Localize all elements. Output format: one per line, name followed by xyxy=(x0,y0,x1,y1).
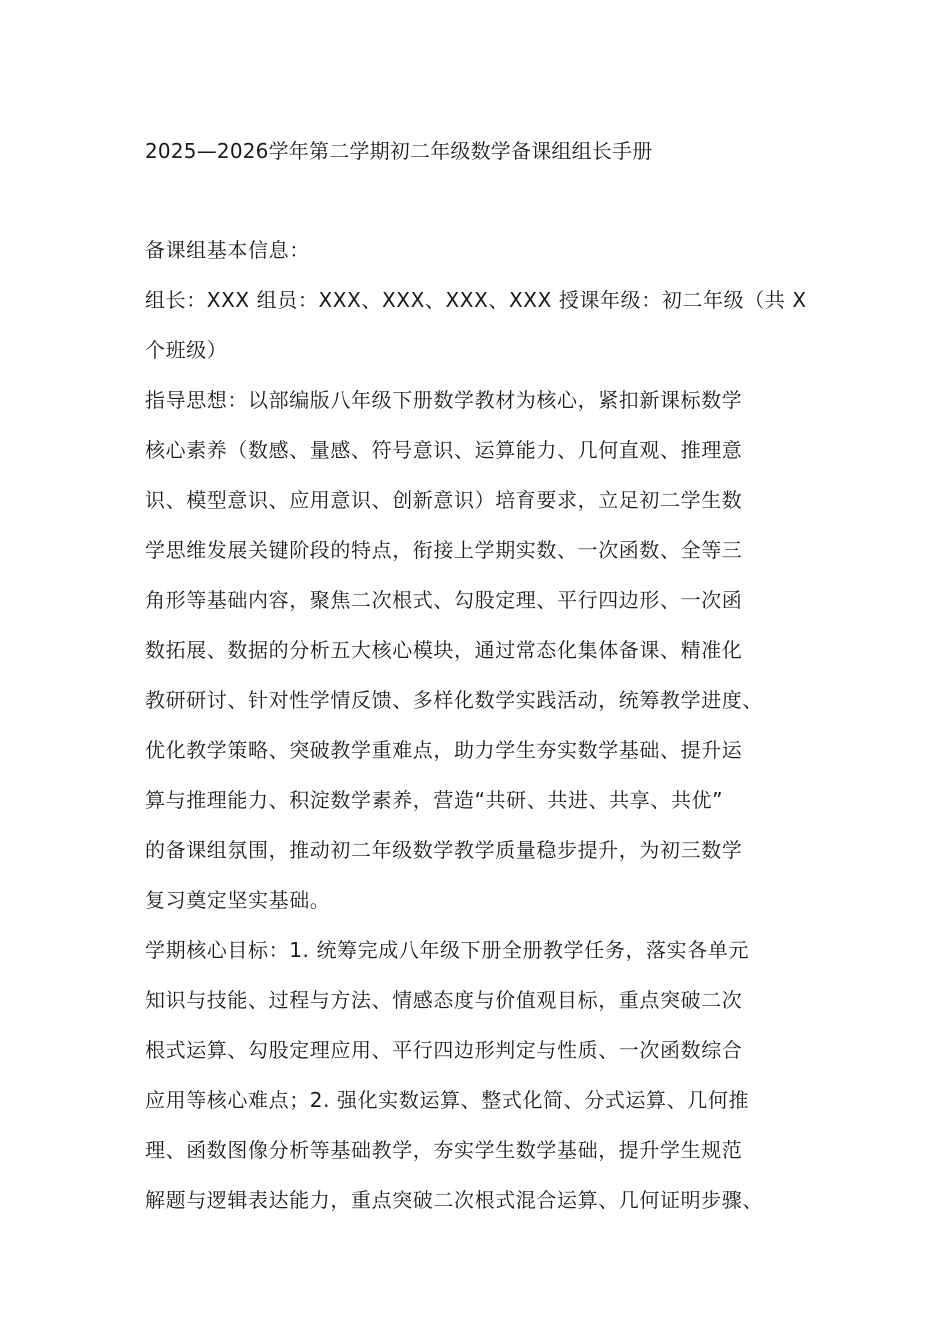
body-line: 知识与技能、过程与方法、情感态度与价值观目标，重点突破二次 xyxy=(145,988,743,1012)
body-line: 学思维发展关键阶段的特点，衔接上学期实数、一次函数、全等三 xyxy=(145,538,743,562)
body-line: 优化教学策略、突破教学重难点，助力学生夯实数学基础、提升运 xyxy=(145,738,743,762)
body-line: 指导思想：以部编版八年级下册数学教材为核心，紧扣新课标数学 xyxy=(145,388,743,412)
body-line: 个班级） xyxy=(145,338,228,362)
body-line: 教研研讨、针对性学情反馈、多样化数学实践活动，统筹教学进度、 xyxy=(145,688,763,712)
body-line: 数拓展、数据的分析五大核心模块，通过常态化集体备课、精准化 xyxy=(145,638,743,662)
body-line: 理、函数图像分析等基础教学，夯实学生数学基础，提升学生规范 xyxy=(145,1138,743,1162)
body-line: 识、模型意识、应用意识、创新意识）培育要求，立足初二学生数 xyxy=(145,488,743,512)
body-line: 角形等基础内容，聚焦二次根式、勾股定理、平行四边形、一次函 xyxy=(145,588,743,612)
body-line: 应用等核心难点；2. 强化实数运算、整式化简、分式运算、几何推 xyxy=(145,1088,750,1112)
body-line: 备课组基本信息： xyxy=(145,238,310,262)
body-line: 解题与逻辑表达能力，重点突破二次根式混合运算、几何证明步骤、 xyxy=(145,1188,763,1212)
body-line: 复习奠定坚实基础。 xyxy=(145,888,331,912)
body-line: 的备课组氛围，推动初二年级数学教学质量稳步提升，为初三数学 xyxy=(145,838,743,862)
body-line: 根式运算、勾股定理应用、平行四边形判定与性质、一次函数综合 xyxy=(145,1038,743,1062)
body-line: 算与推理能力、积淀数学素养，营造“共研、共进、共享、共优” xyxy=(145,788,724,812)
body-line: 学期核心目标：1. 统筹完成八年级下册全册教学任务，落实各单元 xyxy=(145,938,750,962)
body-line: 核心素养（数感、量感、符号意识、运算能力、几何直观、推理意 xyxy=(145,438,743,462)
document-title: 2025—2026学年第二学期初二年级数学备课组组长手册 xyxy=(145,139,653,163)
document-body xyxy=(145,230,810,1230)
body-line: 组长：XXX 组员：XXX、XXX、XXX、XXX 授课年级：初二年级（共 X xyxy=(145,288,807,312)
